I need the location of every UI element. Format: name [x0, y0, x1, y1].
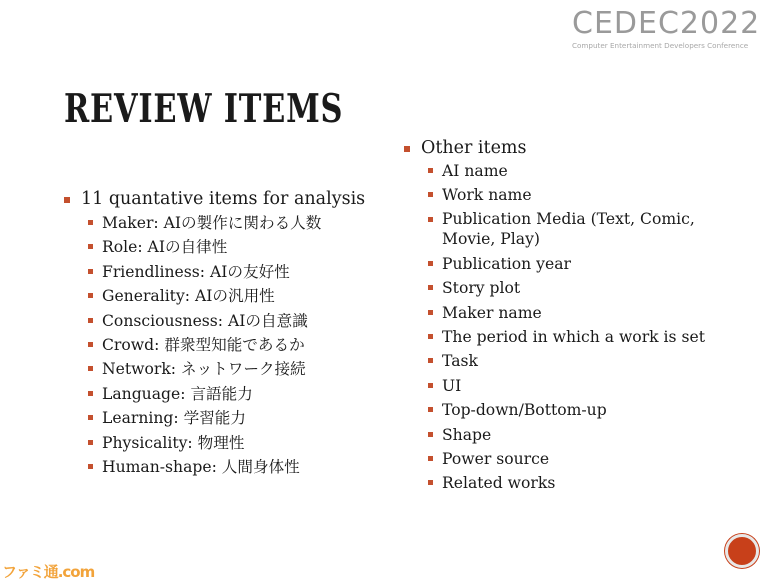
list-item-label: Human-shape: 人間身体性 — [102, 458, 300, 477]
square-bullet-icon — [88, 318, 93, 323]
right-heading: Other items — [421, 138, 527, 158]
list-item — [64, 284, 394, 308]
left-sub-list — [64, 211, 394, 479]
square-bullet-icon — [404, 146, 410, 152]
list-item-label: Maker name — [442, 303, 542, 322]
square-bullet-icon — [428, 192, 433, 197]
list-item-label: AI name — [442, 162, 508, 180]
famitsu-watermark: ファミ通.com — [2, 563, 95, 581]
square-bullet-icon — [428, 407, 433, 412]
list-item — [64, 211, 394, 235]
square-bullet-icon — [88, 293, 93, 298]
list-item — [64, 431, 394, 455]
list-item-label: Language: 言語能力 — [102, 384, 253, 403]
square-bullet-icon — [88, 342, 93, 347]
list-item — [64, 235, 394, 259]
square-bullet-icon — [88, 464, 93, 469]
square-bullet-icon — [428, 168, 433, 173]
slide-nav-button[interactable] — [725, 534, 759, 568]
list-item-label: Publication Media (Text, Comic, Movie, Play) — [442, 210, 695, 248]
right-heading-item — [404, 138, 744, 158]
list-item-label: Network: ネットワーク接続 — [102, 360, 306, 379]
list-item-label: Learning: 学習能力 — [102, 409, 246, 428]
list-item — [404, 159, 744, 183]
list-item-label: Task — [442, 352, 478, 371]
list-item-label: Generality: AIの汎用性 — [102, 287, 275, 306]
list-item — [404, 471, 744, 495]
square-bullet-icon — [88, 391, 93, 396]
list-item-label: Physicality: 物理性 — [102, 433, 245, 452]
list-item-label: UI — [442, 376, 462, 395]
square-bullet-icon — [428, 358, 433, 363]
list-item — [64, 382, 394, 406]
right-column — [404, 138, 744, 496]
list-item — [404, 447, 744, 471]
square-bullet-icon — [428, 310, 433, 315]
list-item-label: Shape — [442, 425, 492, 444]
list-item-label: Related works — [442, 474, 556, 493]
list-item — [404, 398, 744, 422]
cedec-logo — [572, 8, 768, 50]
square-bullet-icon — [88, 366, 93, 371]
list-item — [64, 260, 394, 284]
list-item — [64, 406, 394, 430]
list-item-label: Consciousness: AIの自意識 — [102, 311, 308, 330]
left-column — [64, 189, 394, 479]
square-bullet-icon — [88, 415, 93, 420]
square-bullet-icon — [428, 217, 433, 222]
square-bullet-icon — [428, 285, 433, 290]
square-bullet-icon — [428, 383, 433, 388]
square-bullet-icon — [88, 440, 93, 445]
square-bullet-icon — [428, 456, 433, 461]
list-item — [64, 357, 394, 381]
square-bullet-icon — [64, 197, 70, 203]
right-sub-list — [404, 159, 744, 496]
logo-sub-text: Computer Entertainment Developers Conference — [572, 41, 749, 50]
square-bullet-icon — [88, 269, 93, 274]
square-bullet-icon — [428, 432, 433, 437]
list-item — [404, 183, 744, 207]
slide-title: REVIEW ITEMS — [64, 86, 344, 132]
left-heading: 11 quantative items for analysis — [81, 189, 366, 209]
list-item — [404, 423, 744, 447]
list-item — [64, 333, 394, 357]
list-item — [64, 309, 394, 333]
list-item — [404, 276, 744, 300]
list-item-label: Work name — [442, 186, 532, 205]
left-heading-item — [64, 189, 394, 209]
list-item-label: The period in which a work is set — [442, 328, 705, 347]
logo-main-text: CEDEC2022 — [572, 6, 761, 41]
square-bullet-icon — [428, 480, 433, 485]
list-item-label: Maker: AIの製作に関わる人数 — [102, 214, 322, 232]
list-item-label: Power source — [442, 450, 550, 469]
square-bullet-icon — [88, 244, 93, 249]
square-bullet-icon — [88, 220, 93, 225]
list-item — [404, 208, 744, 252]
square-bullet-icon — [428, 261, 433, 266]
square-bullet-icon — [428, 334, 433, 339]
list-item — [404, 325, 744, 349]
list-item — [404, 301, 744, 325]
list-item — [404, 374, 744, 398]
list-item-label: Publication year — [442, 254, 571, 273]
list-item — [404, 349, 744, 373]
list-item-label: Friendliness: AIの友好性 — [102, 262, 290, 281]
list-item-label: Story plot — [442, 279, 521, 298]
list-item — [404, 252, 744, 276]
list-item-label: Role: AIの自律性 — [102, 238, 228, 257]
list-item-label: Crowd: 群衆型知能であるか — [102, 336, 305, 355]
list-item-label: Top-down/Bottom-up — [442, 401, 607, 420]
list-item — [64, 455, 394, 479]
